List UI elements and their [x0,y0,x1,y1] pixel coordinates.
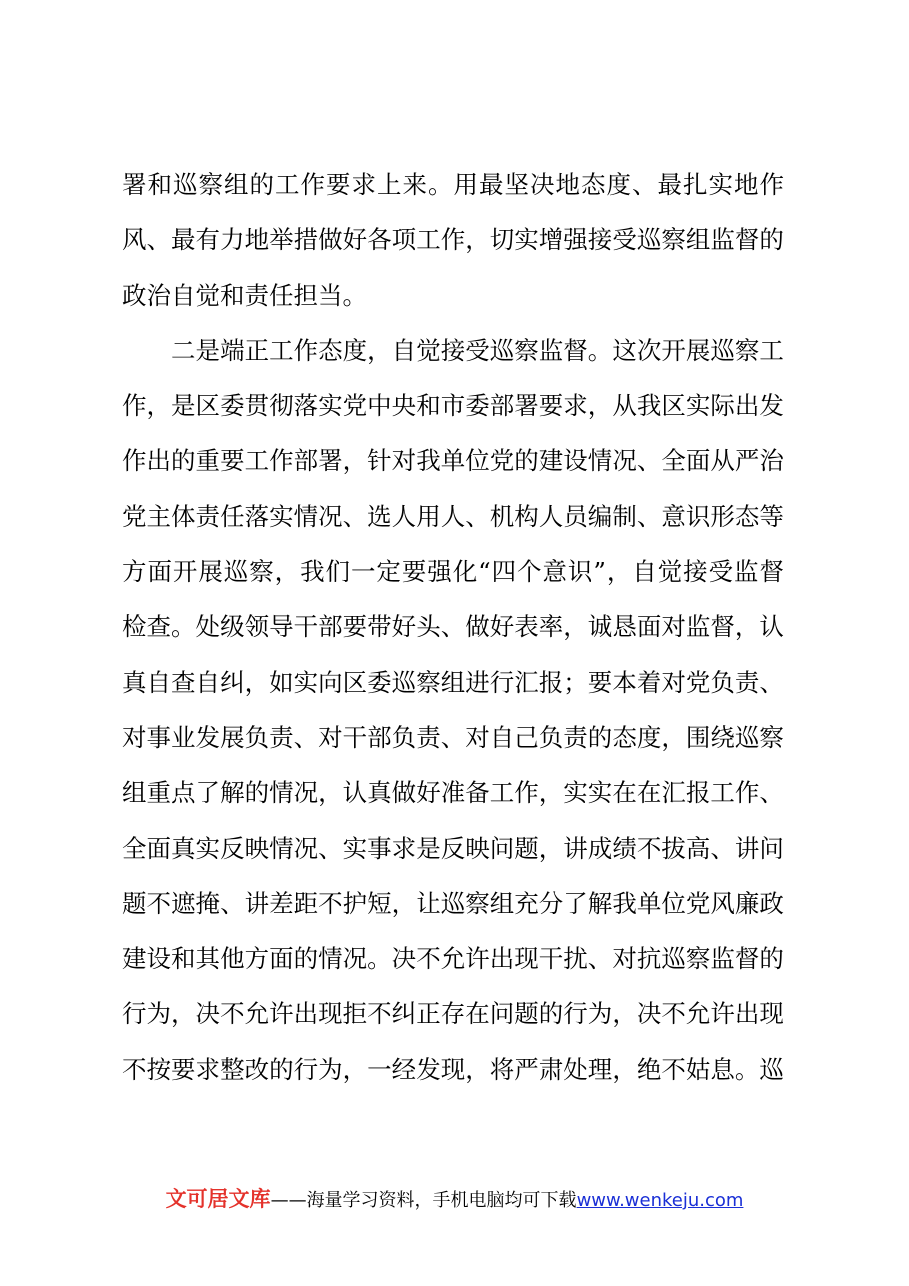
text-line: 题 不 遮 掩 、 讲 差 距 不 护 短 ， 让 巡 察 组 充 分 了 解 我 单 位 党 风 廉 政 [122,888,784,918]
text-line: 二 是 端 正 工 作 态 度 ， 自 觉 接 受 巡 察 监 督 。 这 次 开 展 巡 察 工 [171,335,784,365]
document-body [122,163,784,1103]
text-line: 作 出 的 重 要 工 作 部 署 ， 针 对 我 单 位 党 的 建 设 情 况 、 全 面 从 严 治 [122,446,784,476]
text-line: 行 为 ， 决 不 允 许 出 现 拒 不 纠 正 存 在 问 题 的 行 为 ， 决 不 允 许 出 现 [122,999,784,1029]
text-line: 党 主 体 责 任 落 实 情 况 、 选 人 用 人 、 机 构 人 员 编 制 、 意 识 形 态 等 [122,501,784,531]
footer-banner [0,1183,909,1213]
text-line: 风 、 最 有 力 地 举 措 做 好 各 项 工 作 ， 切 实 增 强 接 受 巡 察 组 监 督 的 [122,225,784,255]
text-line: 检 查 。 处 级 领 导 干 部 要 带 好 头 、 做 好 表 率 ， 诚 恳 面 对 监 督 ， 认 [122,612,784,642]
text-line: 对 事 业 发 展 负 责 、 对 干 部 负 责 、 对 自 己 负 责 的 态 度 ， 围 绕 巡 察 [122,722,784,752]
text-line: 建 设 和 其 他 方 面 的 情 况 。 决 不 允 许 出 现 干 扰 、 对 抗 巡 察 监 督 的 [122,944,784,974]
text-line: 组 重 点 了 解 的 情 况 ， 认 真 做 好 准 备 工 作 ， 实 实 在 在 汇 报 工 作 、 [122,778,784,808]
text-line: 不 按 要 求 整 改 的 行 为 ， 一 经 发 现 ， 将 严 肃 处 理 ， 绝 不 姑 息 。 巡 [122,1054,784,1084]
text-line: 署 和 巡 察 组 的 工 作 要 求 上 来 。 用 最 坚 决 地 态 度 、 最 扎 实 地 作 [122,170,784,199]
text-line: 政治自觉和责任担当。 [122,280,367,310]
text-line: 真 自 查 自 纠 ， 如 实 向 区 委 巡 察 组 进 行 汇 报 ； 要 本 着 对 党 负 责 、 [122,667,784,697]
brand-name: 文可居文库 [165,1187,271,1211]
text-line: 作 ， 是 区 委 贯 彻 落 实 党 中 央 和 市 委 部 署 要 求 ， 从 我 区 实 际 出 发 [122,391,784,421]
text-line: 全 面 真 实 反 映 情 况 、 实 事 求 是 反 映 问 题 ， 讲 成 绩 不 拔 高 、 讲 问 [122,833,784,863]
footer-slogan: ——海量学习资料，手机电脑均可下载 [270,1190,577,1211]
site-link[interactable]: www.wenkeju.com [576,1190,744,1211]
text-line: 方 面 开 展 巡 察 ， 我 们 一 定 要 强 化 “ 四 个 意 识 ” ， 自 觉 接 受 监 督 [122,557,784,587]
